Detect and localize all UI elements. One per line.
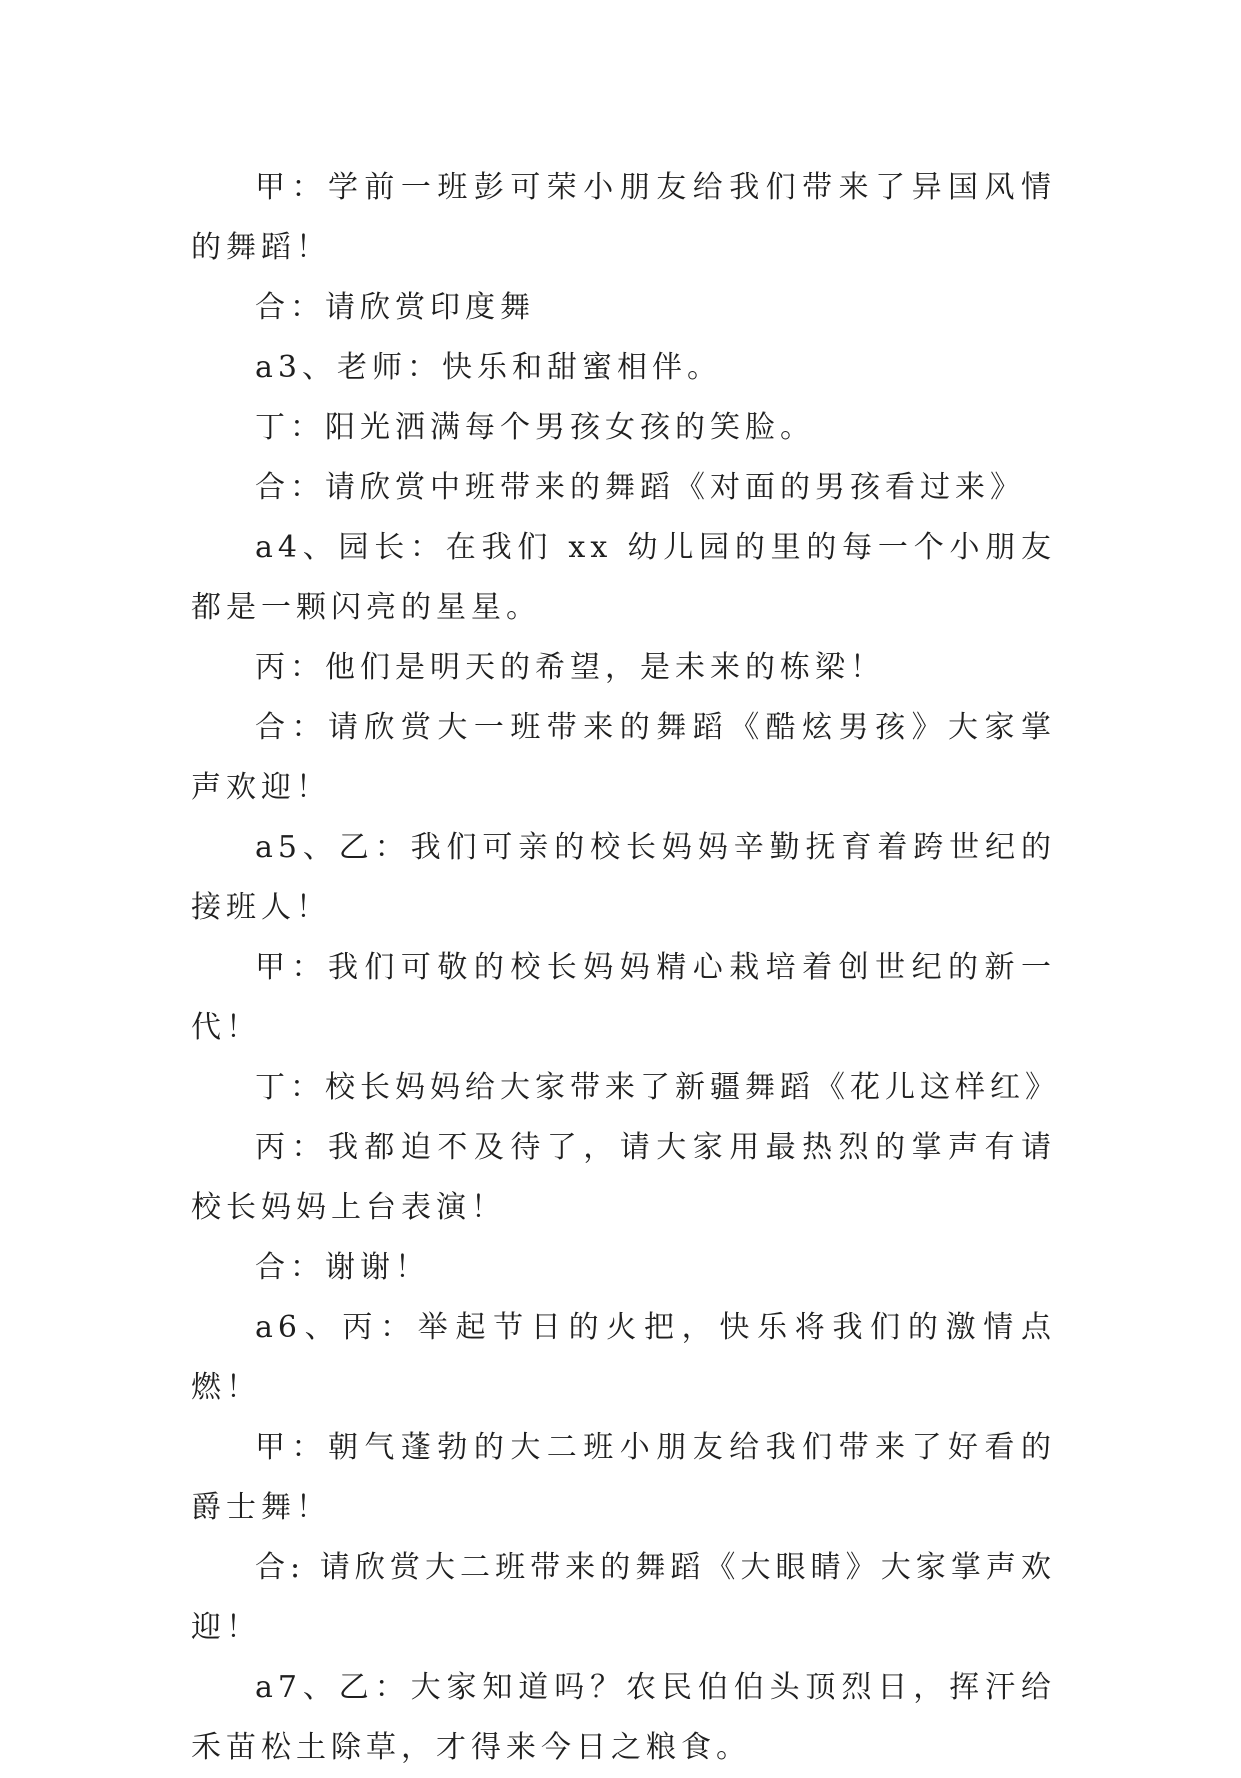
paragraph-13: 合：谢谢！	[255, 1250, 430, 1285]
paragraph-11: 丁：校长妈妈给大家带来了新疆舞蹈《花儿这样红》	[255, 1070, 1060, 1105]
paragraph-9: a5、乙：我们可亲的校长妈妈辛勤抚育着跨世纪的接班人！	[191, 830, 1056, 925]
paragraph-10: 甲：我们可敬的校长妈妈精心栽培着创世纪的新一代！	[191, 950, 1056, 1045]
paragraph-5: 合：请欣赏中班带来的舞蹈《对面的男孩看过来》	[255, 470, 1025, 505]
paragraph-7: 丙：他们是明天的希望，是未来的栋梁！	[255, 650, 885, 685]
paragraph-17: a7、乙：大家知道吗？农民伯伯头顶烈日，挥汗给禾苗松土除草，才得来今日之粮食。	[191, 1670, 1056, 1765]
paragraph-15: 甲：朝气蓬勃的大二班小朋友给我们带来了好看的爵士舞！	[191, 1430, 1056, 1525]
paragraph-6: a4、园长：在我们 xx 幼儿园的里的每一个小朋友都是一颗闪亮的星星。	[191, 530, 1056, 625]
paragraph-3: a3、老师：快乐和甜蜜相伴。	[255, 350, 722, 385]
paragraph-14: a6、丙：举起节日的火把，快乐将我们的激情点燃！	[191, 1310, 1056, 1405]
paragraph-2: 合：请欣赏印度舞	[255, 290, 535, 325]
document-page	[191, 158, 1060, 1778]
paragraph-8: 合：请欣赏大一班带来的舞蹈《酷炫男孩》大家掌声欢迎！	[191, 710, 1056, 805]
paragraph-16: 合: 请欣赏大二班带来的舞蹈《大眼睛》大家掌声欢迎！	[191, 1550, 1056, 1645]
paragraph-12: 丙：我都迫不及待了，请大家用最热烈的掌声有请校长妈妈上台表演！	[191, 1130, 1056, 1225]
paragraph-4: 丁：阳光洒满每个男孩女孩的笑脸。	[255, 410, 815, 445]
paragraph-1: 甲：学前一班彭可荣小朋友给我们带来了异国风情的舞蹈！	[191, 170, 1056, 265]
